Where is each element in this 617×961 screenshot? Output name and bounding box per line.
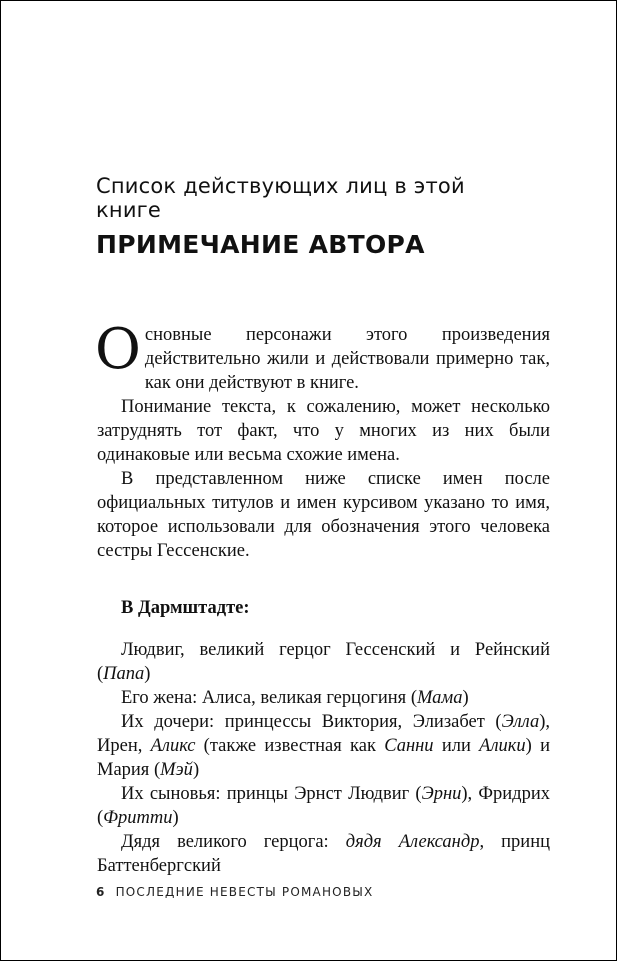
intro-paragraph-1 — [95, 317, 550, 395]
page-footer — [96, 885, 373, 899]
chapter-header — [96, 174, 536, 260]
chapter-title: ПРИМЕЧАНИЕ АВТОРА — [96, 230, 425, 259]
drop-cap: О — [95, 317, 141, 382]
character-entry: Дядя великого герцога: дядя Александр, принц Баттенбергский — [97, 832, 550, 876]
running-title: ПОСЛЕДНИЕ НЕВЕСТЫ РОМАНОВЫХ — [115, 885, 374, 899]
character-entry: Людвиг, великий герцог Гессенский и Рейнский (Папа) — [97, 640, 550, 684]
intro-paragraph-1-text: сновные персонажи этого произведения действительно жили и действовали примерно так, как они действуют в книге. — [144, 325, 550, 393]
page-number: 6 — [96, 885, 106, 899]
character-entry: Их дочери: принцессы Виктория, Элизабет (Элла), Ирен, Аликс (также известная как Санни или Алики) и Мария (Мэй) — [97, 712, 550, 780]
character-entry: Его жена: Алиса, великая герцогиня (Мама) — [121, 688, 469, 708]
intro-paragraph-3: В представленном ниже списке имен после официальных титулов и имен курсивом указано то имя, которое использовали для обозначения этого человека сестры Гессенские. — [97, 469, 550, 561]
character-entry: Их сыновья: принцы Эрнст Людвиг (Эрни), Фридрих (Фритти) — [97, 784, 550, 828]
chapter-subtitle: Список действующих лиц в этой книге — [96, 174, 465, 222]
body-text — [95, 317, 550, 878]
intro-paragraph-2: Понимание текста, к сожалению, может несколько затруднять тот факт, что у многих из них были одинаковые или весьма схожие имена. — [97, 397, 550, 465]
section-heading: В Дармштадте: — [121, 598, 250, 618]
